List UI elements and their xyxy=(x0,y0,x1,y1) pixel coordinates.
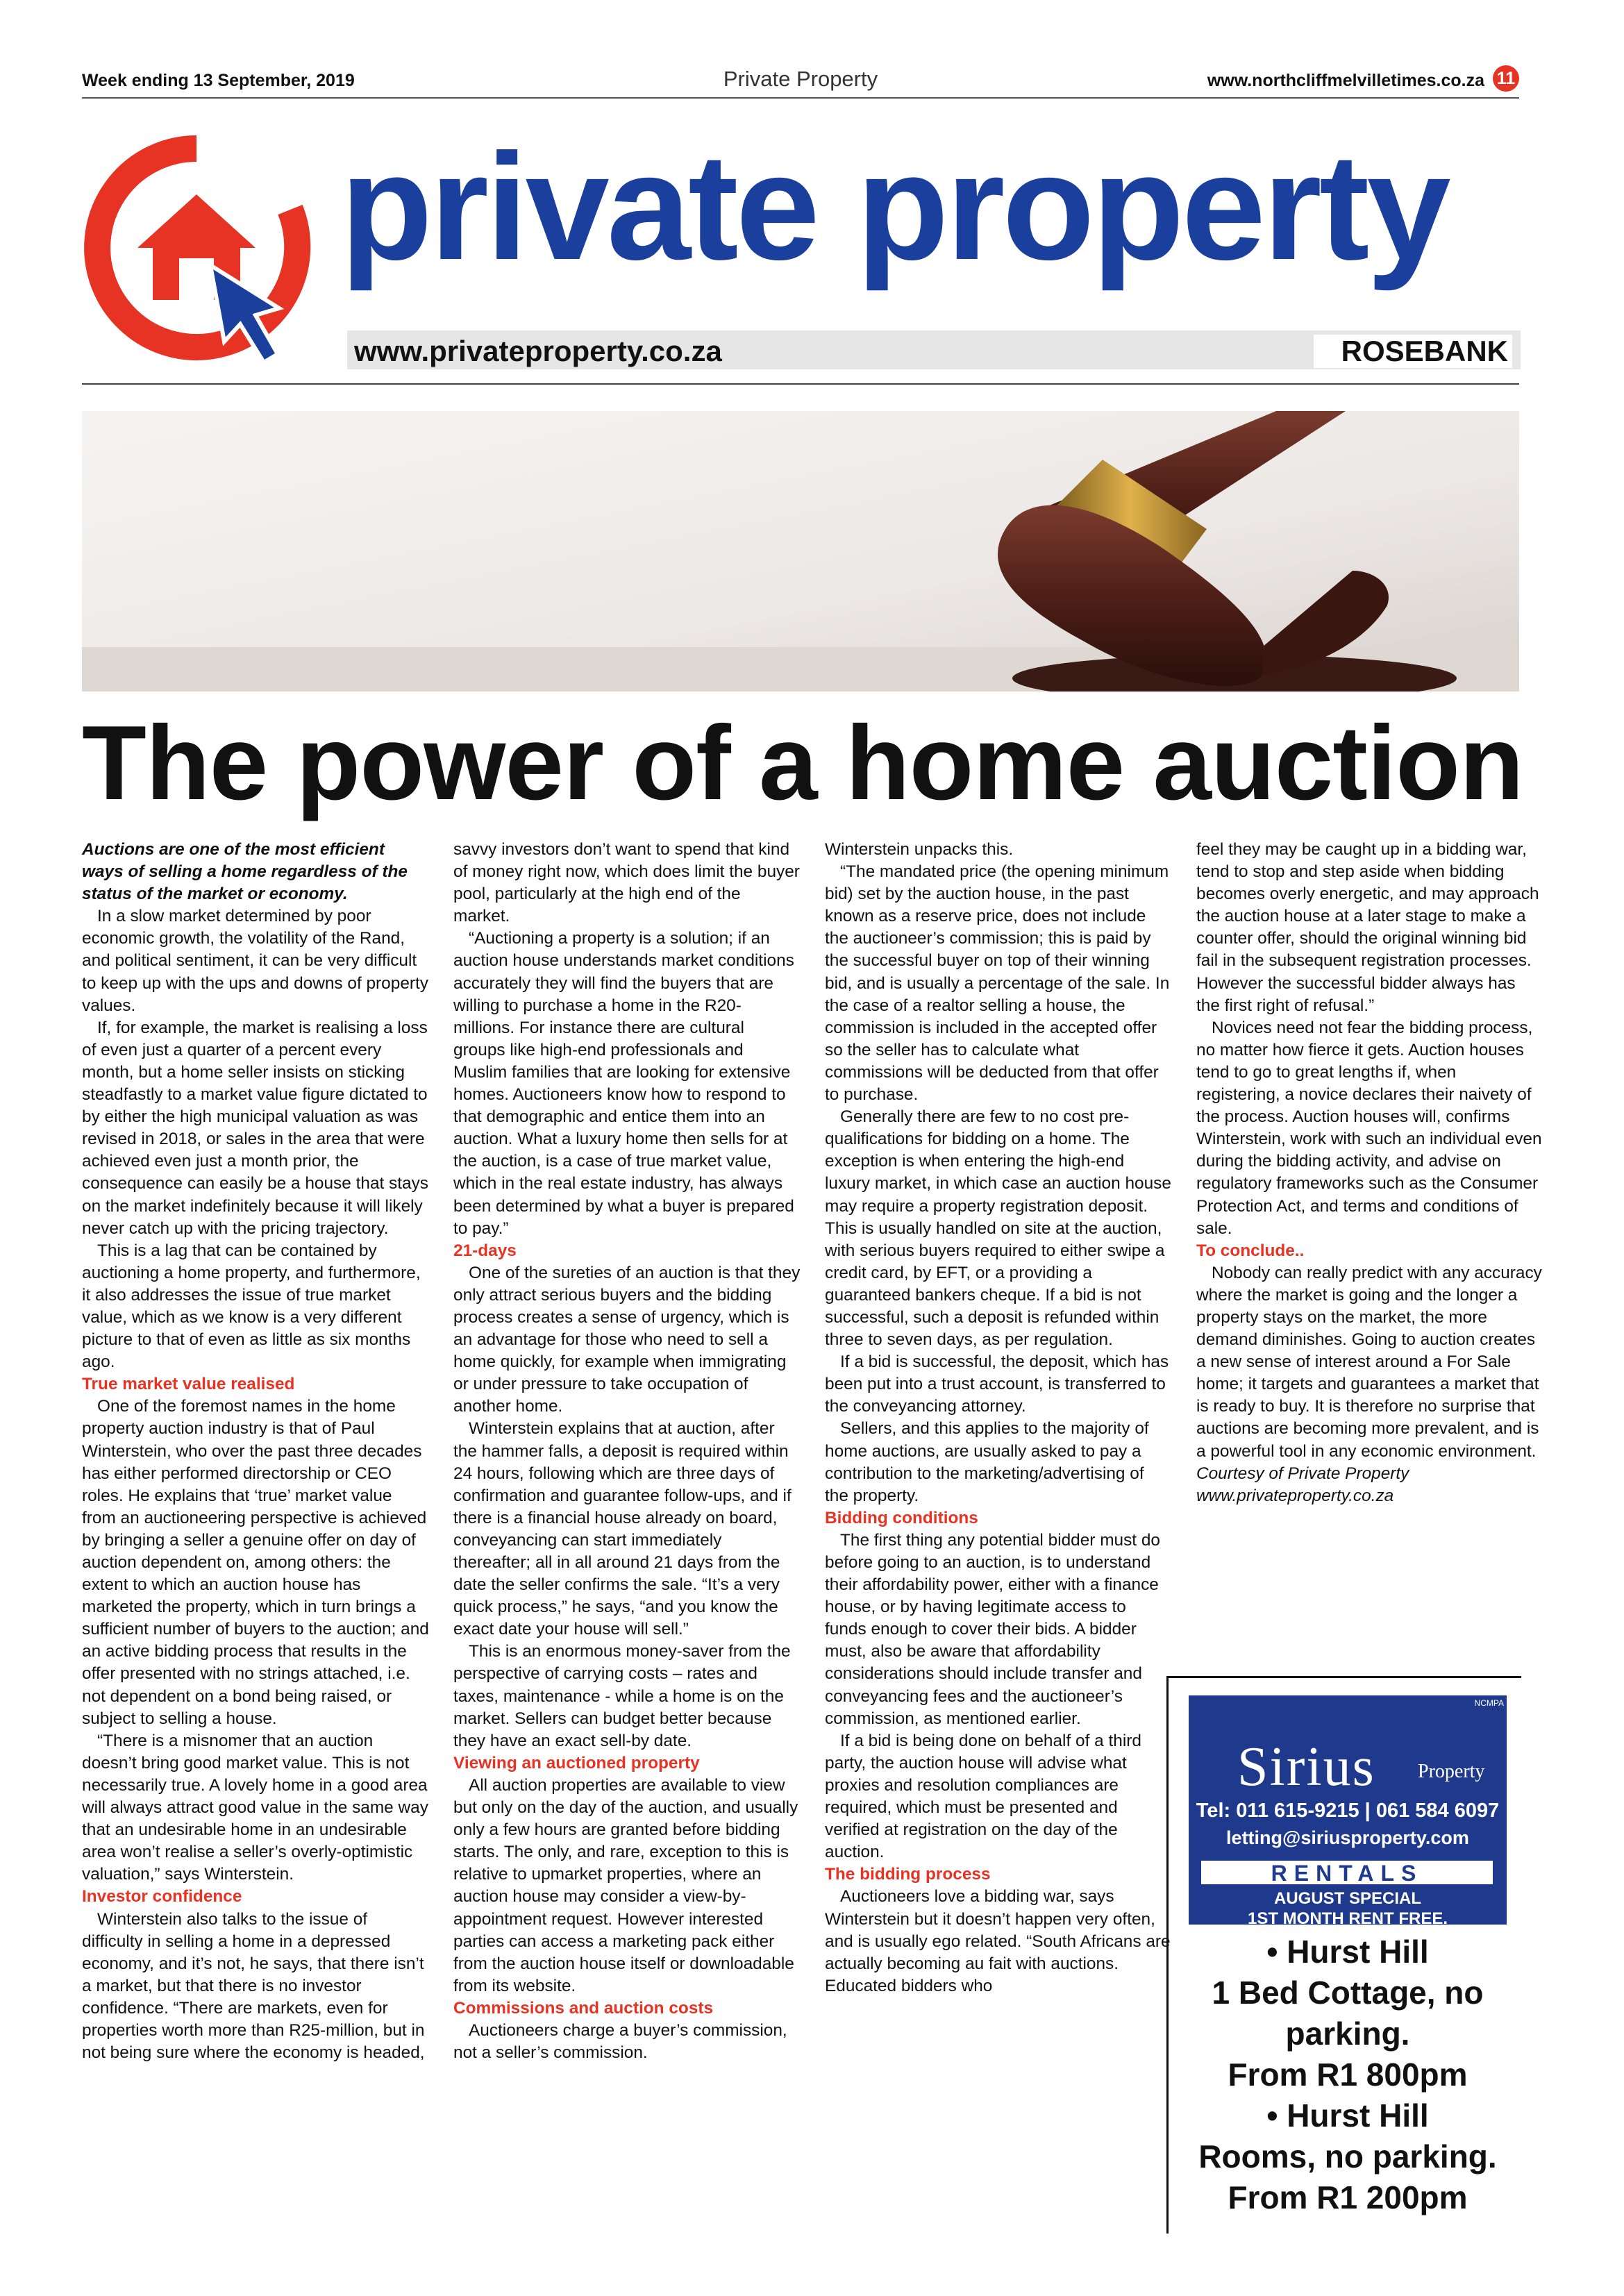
article-paragraph: “Auctioning a property is a solution; if an auction house understands market conditions accurately they will find the buyers that are willing to purchase a home in the R20-millions. For instance there are cultural groups like high-end professionals and Muslim families that are looking for extensive homes. Auctioneers know how to respond to that demographic and entice them into an auction. What a luxury home then sells for at the auction, is a case of true market value, which in the real estate industry, has always been determined by what a buyer is prepared to pay.” xyxy=(453,929,794,1238)
advert-rentals-banner: RENTALS xyxy=(1201,1861,1493,1884)
advert-offer-line: From R1 200pm xyxy=(1228,2179,1468,2215)
article-subheading: Investor confidence xyxy=(82,1887,242,1907)
advert-special-line-2: 1ST MONTH RENT FREE. xyxy=(1247,1909,1448,1928)
section-title: Private Property xyxy=(723,67,878,91)
article-subheading: Bidding conditions xyxy=(825,1508,978,1527)
advert-offer-line: • Hurst Hill xyxy=(1266,2097,1429,2134)
article-paragraph: savvy investors don’t want to spend that kind of money right now, which does limit the buyer pool, particularly at the high end of the market. xyxy=(453,840,800,926)
advert-special-line-1: AUGUST SPECIAL xyxy=(1273,1889,1421,1908)
article-column-2 xyxy=(453,839,801,2064)
article-paragraph: Novices need not fear the bidding process, no matter how fierce it gets. Auction houses tend to go to great lengths if, when registering, a novice declares their naivety of the process. Auction houses will, confirms Winterstein, work with such an individual even during the bidding activity, and advise on regulatory frameworks such as the Consumer Protection Act, and terms and conditions of sale. xyxy=(1196,1018,1542,1238)
article-paragraph: “The mandated price (the opening minimum bid) set by the auction house, in the past known as a reserve price, does not include the auctioneer’s commission; this is paid by the successful buyer on top of their winning bid, and is usually a percentage of the sale. In the case of a realtor selling a house, the commission is included in the accepted offer so the seller has to calculate what commissions will be deducted from that offer to purchase. xyxy=(825,862,1170,1105)
auction-gavel-photo xyxy=(82,411,1519,692)
article-paragraph: Generally there are few to no cost pre-qualifications for bidding on a home. The exception is when entering the high-end luxury market, in which case an auction house may require a property registration deposit. This is usually handled on site at the auction, with serious buyers required to either swipe a credit card, by EFT, or a providing a guaranteed bankers cheque. If a bid is not successful, such a deposit is refunded within three to seven days, as per regulation. xyxy=(825,1107,1171,1350)
article-paragraph: feel they may be caught up in a bidding war, tend to stop and step aside when bidding becomes overly energetic, and may approach the auction house at a later stage to make a counter offer, should the original winning bid fail in the subsequent registration processes. However the successful bidder always has the first right of refusal.” xyxy=(1196,840,1539,1015)
advert-telephone[interactable]: Tel: 011 615-9215 | 061 584 6097 xyxy=(1196,1800,1500,1822)
article-paragraph: Nobody can really predict with any accuracy where the market is going and the longer a property stays on the market, the more demand diminishes. Going to auction creates a new sense of interest around a For Sale home; it targets and guarantees a market that is ready to buy. It is therefore no surprise that auctions are becoming more prevalent, and is a powerful tool in any economic environment. xyxy=(1196,1263,1542,1461)
article-subheading: Commissions and auction costs xyxy=(453,1998,714,2018)
article-paragraph: One of the foremost names in the home property auction industry is that of Paul Winterstein, who over the past three decades has either performed directorship or CEO roles. He explains that ‘true’ market value from an auctioneering perspective is achieved by bringing a seller a genuine offer on day of auction dependent on, among others: the extent to which an auction house has marketed the property, which in turn brings a sufficient number of buyers to the auction; and an active bidding process that results in the offer presented with no strings attached, i.e. not dependent on a bond being raised, or subject to selling a house. xyxy=(82,1397,429,1728)
article-column-4 xyxy=(1196,839,1543,1507)
article-paragraph: Courtesy of Private Property xyxy=(1196,1464,1409,1483)
advert-offers xyxy=(1189,1932,1507,2218)
advert-header xyxy=(1189,1695,1507,1928)
header-divider xyxy=(82,383,1519,385)
article-paragraph: www.privateproperty.co.za xyxy=(1196,1486,1394,1505)
article-subheading: 21-days xyxy=(453,1241,517,1260)
issue-date: Week ending 13 September, 2019 xyxy=(82,71,355,90)
advert-code: NCMPA xyxy=(1474,1698,1504,1708)
location-label: ROSEBANK xyxy=(1314,335,1512,368)
advert-offer-line: parking. xyxy=(1285,2016,1410,2052)
article-paragraph: If a bid is successful, the deposit, which has been put into a trust account, is transferred to the conveyancing attorney. xyxy=(825,1352,1169,1416)
article-column-3 xyxy=(825,839,1172,1997)
article-paragraph: This is an enormous money-saver from the perspective of carrying costs – rates and taxes, maintenance - while a home is on the market. Sellers can budget better because they have an exact sell-by date. xyxy=(453,1642,791,1750)
page-number: 11 xyxy=(1493,65,1519,92)
article-subheading: Viewing an auctioned property xyxy=(453,1753,700,1773)
advert-email[interactable]: letting@siriusproperty.com xyxy=(1226,1827,1469,1848)
advert-offer-line: • Hurst Hill xyxy=(1266,1934,1429,1970)
article-paragraph: This is a lag that can be contained by auctioning a home property, and furthermore, it also addresses the issue of true market value, which as we know is a very different picture to that of even as little as six months ago. xyxy=(82,1241,421,1372)
article-paragraph: Winterstein also talks to the issue of difficulty in selling a home in a depressed economy, and it’s not, he says, that there isn’t a market, but that there is no investor confidence. “There are markets, even for properties worth more than R25-million, but in not being sure where the economy is headed, xyxy=(82,1909,425,2063)
article-subheading: True market value realised xyxy=(82,1375,295,1394)
article-paragraph: Sellers, and this applies to the majority of home auctions, are usually asked to pay a contribution to the marketing/advertising of the property. xyxy=(825,1419,1149,1505)
advert-brand: Sirius xyxy=(1237,1736,1375,1798)
article-paragraph: Winterstein explains that at auction, after the hammer falls, a deposit is required within 24 hours, following which are three days of confirmation and guarantee follow-ups, and if there is a financial house already on board, conveyancing can start immediately thereafter; all in all around 21 days from the date the seller confirms the sale. “It’s a very quick process,” he says, “and you know the exact date your house will sell.” xyxy=(453,1419,792,1639)
article-subheading: To conclude.. xyxy=(1196,1241,1305,1260)
article-paragraph: “There is a misnomer that an auction doesn’t bring good market value. This is not necessarily true. A lovely home in a good area will always attract good value in the same way that an undesirable home in an undesirable area won’t realise a seller’s overly-optimistic valuation,” says Winterstein. xyxy=(82,1731,428,1884)
article-subheading: The bidding process xyxy=(825,1865,991,1884)
article-headline: The power of a home auction xyxy=(82,704,1523,822)
sirius-property-advert[interactable] xyxy=(1189,1695,1507,2230)
advert-offer-line: From R1 800pm xyxy=(1228,2056,1468,2093)
article-paragraph: In a slow market determined by poor economic growth, the volatility of the Rand, and political sentiment, it can be very difficult to keep up with the ups and downs of property values. xyxy=(82,907,428,1015)
advert-offer-line: Rooms, no parking. xyxy=(1198,2138,1497,2175)
article-paragraph: One of the sureties of an auction is that they only attract serious buyers and the bidding process creates a sense of urgency, which is an advantage for those who need to sell a home quickly, for example when immigrating or under pressure to take occupation of another home. xyxy=(453,1263,801,1416)
brand-url[interactable]: www.privateproperty.co.za xyxy=(354,335,722,367)
page-header xyxy=(82,67,1519,99)
brand-bar xyxy=(347,330,1521,369)
article-paragraph: Auctioneers love a bidding war, says Winterstein but it doesn’t happen very often, and is usually ego related. “South Africans are actually becoming au fait with auctions. Educated bidders who xyxy=(825,1887,1171,1995)
article-paragraph: The first thing any potential bidder must do before going to an auction, is to understand their affordability power, either with a finance house, or by having legitimate access to funds enough to cover their bids. A bidder must, also be aware that affordability considerations should include transfer and conveyancing fees and the auctioneer’s commission, as mentioned earlier. xyxy=(825,1530,1160,1728)
advert-brand-sub: Property xyxy=(1418,1761,1485,1782)
article-paragraph: If, for example, the market is realising a loss of even just a quarter of a percent every month, but a home seller insists on sticking steadfastly to a market value figure dictated to by either the high municipal valuation as was revised in 2018, or sales in the area that were achieved even just a month prior, the consequence can easily be a house that stays on the market indefinitely because it will likely never catch up with the pricing trajectory. xyxy=(82,1018,428,1238)
advert-special xyxy=(1189,1888,1507,1929)
article-paragraph: Auctioneers charge a buyer’s commission, not a seller’s commission. xyxy=(453,2020,787,2063)
brand-name: private property xyxy=(340,123,1448,292)
advert-offer-line: 1 Bed Cottage, no xyxy=(1212,1975,1484,2011)
article-paragraph: All auction properties are available to view but only on the day of the auction, and usually only a few hours are granted before bidding starts. The only, and rare, exception to this is relative to upmarket properties, where an auction house may consider a view-by-appointment request. However interested parties can access a marketing pack either from the auction house itself or downloadable from its website. xyxy=(453,1775,798,1995)
private-property-logo-icon xyxy=(82,133,311,369)
article-paragraph: If a bid is being done on behalf of a third party, the auction house will advise what proxies and resolution compliances are required, which must be presented and verified at registration on the day of the auction. xyxy=(825,1731,1141,1862)
article-paragraph: Winterstein unpacks this. xyxy=(825,840,1014,859)
article-column-1 xyxy=(82,839,429,2064)
article-paragraph: Auctions are one of the most efficient ways of selling a home regardless of the status of the market or economy. xyxy=(82,840,408,904)
website-link[interactable]: www.northcliffmelvilletimes.co.za xyxy=(1207,71,1484,90)
